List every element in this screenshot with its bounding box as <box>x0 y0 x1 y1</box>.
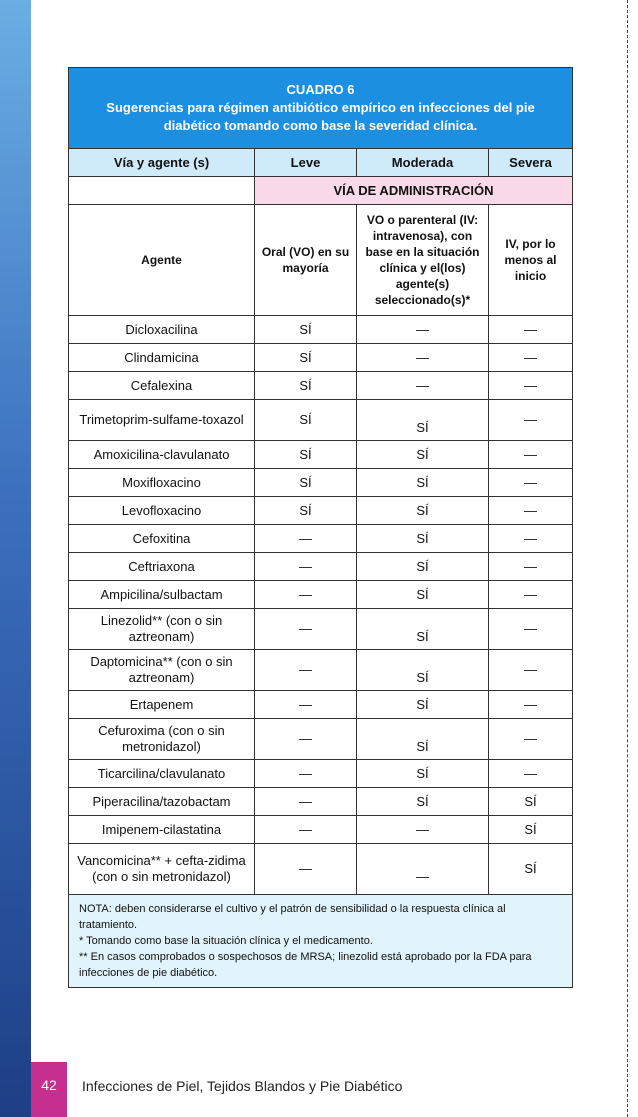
moderada-value: SÍ <box>416 739 429 754</box>
leve-cell: SÍ <box>255 316 357 344</box>
header-severa: Severa <box>489 149 573 177</box>
moderada-cell: SÍ <box>357 553 489 581</box>
footer-title: Infecciones de Piel, Tejidos Blandos y Pie Diabético <box>82 1078 403 1094</box>
route-leve: Oral (VO) en su mayoría <box>255 205 357 316</box>
moderada-cell <box>357 400 489 441</box>
moderada-cell <box>357 609 489 650</box>
moderada-value: SÍ <box>416 420 429 435</box>
agent-cell: Clindamicina <box>69 344 255 372</box>
severa-cell: SÍ <box>489 844 573 895</box>
header-moderada: Moderada <box>357 149 489 177</box>
leve-cell: — <box>255 525 357 553</box>
header-row <box>69 149 573 177</box>
moderada-cell: SÍ <box>357 581 489 609</box>
leve-cell: — <box>255 719 357 760</box>
moderada-cell: SÍ <box>357 525 489 553</box>
cut-line <box>627 0 628 1117</box>
caption-subtitle: Sugerencias para régimen antibiótico empírico en infecciones del pie diabético tomando como base la severidad clínica. <box>106 100 535 133</box>
agent-cell: Dicloxacilina <box>69 316 255 344</box>
leve-cell: — <box>255 691 357 719</box>
moderada-cell: SÍ <box>357 469 489 497</box>
severa-cell: — <box>489 372 573 400</box>
table-row <box>69 400 573 441</box>
severa-cell: SÍ <box>489 816 573 844</box>
severa-cell: — <box>489 316 573 344</box>
table-row <box>69 760 573 788</box>
agent-cell: Moxifloxacino <box>69 469 255 497</box>
severa-cell: — <box>489 497 573 525</box>
table-row <box>69 650 573 691</box>
leve-cell: SÍ <box>255 469 357 497</box>
notes-box <box>69 895 573 988</box>
leve-cell: SÍ <box>255 400 357 441</box>
severa-cell: — <box>489 400 573 441</box>
severa-cell: — <box>489 609 573 650</box>
agent-cell: Piperacilina/tazobactam <box>69 788 255 816</box>
leve-cell: — <box>255 553 357 581</box>
agent-header: Agente <box>69 205 255 316</box>
table-row <box>69 691 573 719</box>
page-number: 42 <box>31 1062 67 1117</box>
table-row <box>69 844 573 895</box>
severa-cell: — <box>489 581 573 609</box>
note-asterisk: * Tomando como base la situación clínica y el medicamento. <box>79 935 373 947</box>
moderada-cell: SÍ <box>357 441 489 469</box>
severa-cell: — <box>489 691 573 719</box>
moderada-cell: SÍ <box>357 788 489 816</box>
agent-cell: Cefuroxima (con o sin metronidazol) <box>69 719 255 760</box>
agent-cell: Daptomicina** (con o sin aztreonam) <box>69 650 255 691</box>
table-row <box>69 497 573 525</box>
agent-cell: Levofloxacino <box>69 497 255 525</box>
leve-cell: — <box>255 788 357 816</box>
agent-cell: Ampicilina/sulbactam <box>69 581 255 609</box>
header-leve: Leve <box>255 149 357 177</box>
route-moderada: VO o parenteral (IV: intravenosa), con base en la situación clínica y el(los) agente(s) seleccionado(s)* <box>357 205 489 316</box>
leve-cell: SÍ <box>255 441 357 469</box>
moderada-cell <box>357 650 489 691</box>
page-sidebar-band <box>0 0 31 1117</box>
table-row <box>69 816 573 844</box>
table-row <box>69 344 573 372</box>
admin-row <box>69 177 573 205</box>
severa-cell: — <box>489 553 573 581</box>
leve-cell: — <box>255 650 357 691</box>
table-row <box>69 525 573 553</box>
table-row <box>69 553 573 581</box>
moderada-cell: SÍ <box>357 691 489 719</box>
moderada-cell: SÍ <box>357 760 489 788</box>
severa-cell: — <box>489 760 573 788</box>
route-row <box>69 205 573 316</box>
table-row <box>69 719 573 760</box>
agent-cell: Linezolid** (con o sin aztreonam) <box>69 609 255 650</box>
leve-cell: — <box>255 816 357 844</box>
agent-cell: Cefoxitina <box>69 525 255 553</box>
moderada-cell: — <box>357 316 489 344</box>
route-severa: IV, por lo menos al inicio <box>489 205 573 316</box>
table-row <box>69 469 573 497</box>
admin-header: VÍA DE ADMINISTRACIÓN <box>255 177 573 205</box>
agent-cell: Ticarcilina/clavulanato <box>69 760 255 788</box>
table-row <box>69 788 573 816</box>
severa-cell: SÍ <box>489 788 573 816</box>
table-row <box>69 441 573 469</box>
severa-cell: — <box>489 719 573 760</box>
leve-cell: SÍ <box>255 497 357 525</box>
moderada-cell: — <box>357 372 489 400</box>
leve-cell: — <box>255 844 357 895</box>
moderada-cell: SÍ <box>357 497 489 525</box>
leve-cell: — <box>255 581 357 609</box>
antibiotic-table <box>68 67 573 988</box>
moderada-value: — <box>416 869 429 884</box>
table-row <box>69 316 573 344</box>
moderada-cell <box>357 719 489 760</box>
notes-row <box>69 895 573 988</box>
leve-cell: — <box>255 609 357 650</box>
table-row <box>69 372 573 400</box>
moderada-cell: — <box>357 344 489 372</box>
leve-cell: SÍ <box>255 344 357 372</box>
agent-cell: Cefalexina <box>69 372 255 400</box>
table-row <box>69 609 573 650</box>
severa-cell: — <box>489 650 573 691</box>
admin-blank <box>69 177 255 205</box>
moderada-cell <box>357 844 489 895</box>
severa-cell: — <box>489 469 573 497</box>
severa-cell: — <box>489 344 573 372</box>
agent-cell: Vancomicina** + cefta-zidima (con o sin metronidazol) <box>69 844 255 895</box>
agent-cell: Amoxicilina-clavulanato <box>69 441 255 469</box>
note-main: NOTA: deben considerarse el cultivo y el patrón de sensibilidad o la respuesta clínica al tratamiento. <box>79 903 506 931</box>
header-agent: Vía y agente (s) <box>69 149 255 177</box>
note-double-asterisk: ** En casos comprobados o sospechosos de MRSA; linezolid está aprobado por la FDA para infecciones de pie diabético. <box>79 951 532 979</box>
moderada-cell: — <box>357 816 489 844</box>
agent-cell: Imipenem-cilastatina <box>69 816 255 844</box>
leve-cell: SÍ <box>255 372 357 400</box>
severa-cell: — <box>489 441 573 469</box>
table-row <box>69 581 573 609</box>
agent-cell: Ertapenem <box>69 691 255 719</box>
agent-cell: Ceftriaxona <box>69 553 255 581</box>
moderada-value: SÍ <box>416 629 429 644</box>
moderada-value: SÍ <box>416 670 429 685</box>
agent-cell: Trimetoprim-sulfame-toxazol <box>69 400 255 441</box>
severa-cell: — <box>489 525 573 553</box>
table-caption <box>69 68 573 149</box>
leve-cell: — <box>255 760 357 788</box>
caption-title: CUADRO 6 <box>286 82 355 97</box>
